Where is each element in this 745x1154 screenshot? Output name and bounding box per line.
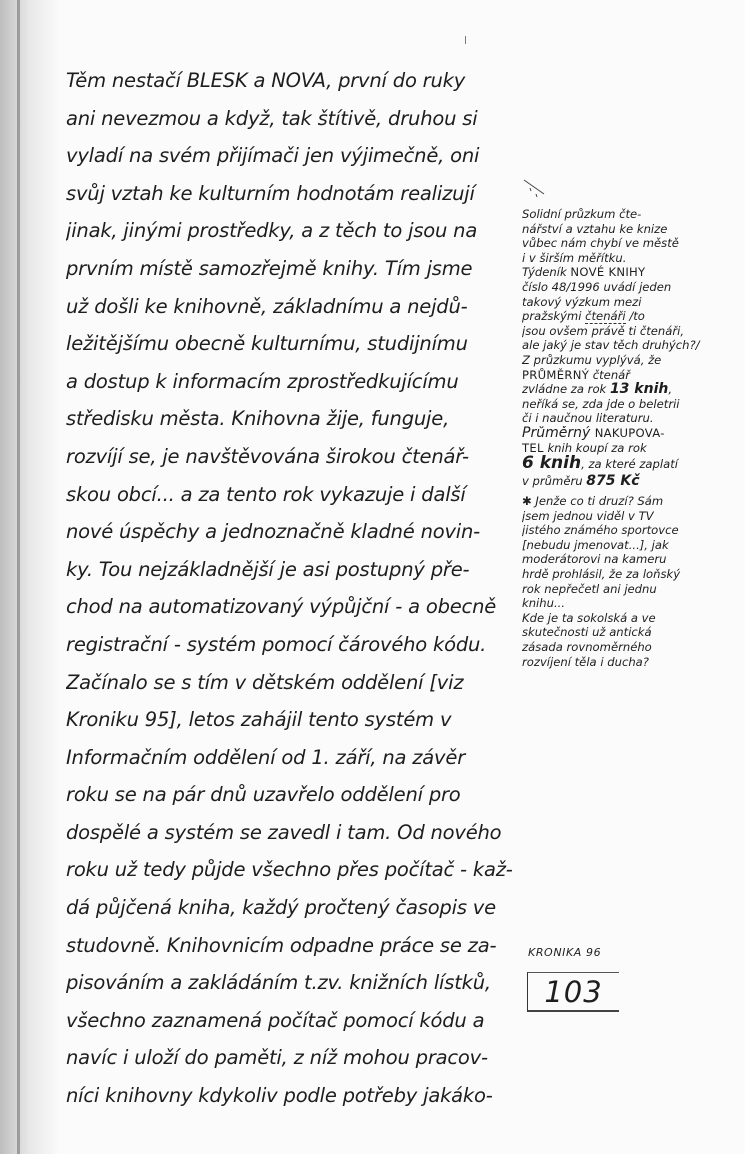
note-line (522, 368, 744, 383)
note-line (522, 265, 744, 280)
text-line: chod na automatizovaný výpůjční - a obecně (66, 595, 497, 619)
emphasis-number: 6 knih (522, 455, 582, 474)
note-line (522, 455, 744, 473)
note-line: skutečnosti už antická (522, 625, 652, 640)
note-line (522, 473, 744, 490)
note-text: zvládne za rok (522, 382, 610, 397)
note-line (522, 309, 744, 324)
text-line: Těm nestačí BLESK a NOVA, první do ruky (66, 69, 466, 92)
book-spine-shadow (0, 0, 60, 1154)
note-text: , (668, 382, 673, 397)
text-line: svůj vztah ke kulturním hodnotám realizují (66, 181, 475, 205)
text-line: pisováním a zakládáním t.zv. knižních lístků, (66, 971, 491, 995)
note-line: či i naučnou literaturu. (522, 411, 654, 426)
text-line: a dostup k informacím zprostředkujícímu (66, 369, 459, 393)
underlined-word: čtenáři (585, 309, 626, 324)
text-line: registrační - systém pomocí čárového kódu. (66, 632, 487, 656)
text-line: navíc i uloží do paměti, z níž mohou pracov- (66, 1046, 488, 1070)
note-line: hrdě prohlásil, že za loňský (522, 567, 681, 582)
binding-line (17, 0, 20, 1154)
note-line: Kde je ta sokolská a ve (522, 610, 656, 625)
text-line: prvním místě samozřejmě knihy. Tím jsme (66, 256, 473, 280)
note-line: ✱ Jenže co ti druzí? Sám (522, 494, 664, 509)
note-text: , za které zaplatí (581, 457, 678, 472)
text-line: ležitějšímu obecně kulturnímu, studijnímu (66, 332, 468, 356)
note-line: rozvíjení těla i ducha? (522, 654, 649, 669)
note-line: i v širším měřítku. (522, 250, 627, 265)
note-line: rok nepřečetl ani jednu (522, 581, 657, 596)
note-line: moderátorovi na kameru (522, 552, 667, 567)
note-line: jsem jednou viděl v TV (522, 508, 654, 523)
note-line: [nebudu jmenovat...], jak (522, 537, 669, 552)
emphasis-caps: NAKUPOVA- (594, 425, 665, 440)
note-text: Týdeník (522, 265, 571, 280)
text-line: Začínalo se s tím v dětském oddělení [viz (66, 670, 464, 694)
emphasis-number: 13 knih (609, 382, 669, 397)
text-line: roku už tedy půjde všechno přes počítač - kaž- (66, 858, 513, 882)
note-text: v průměru (522, 474, 587, 489)
note-line (522, 382, 744, 397)
note-line: takový výzkum mezi (522, 294, 642, 309)
note-line: nářství a vztahu ke knize (522, 221, 668, 236)
margin-scribble-mark (522, 178, 548, 198)
text-line: dá půjčená kniha, každý pročtený časopis ve (66, 896, 496, 920)
text-line: skou obcí... a za tento rok vykazuje i další (66, 482, 466, 506)
text-line: ani nevezmou a když, tak štítivě, druhou si (66, 106, 478, 130)
text-line: jinak, jinými prostředky, a z těch to jsou na (66, 219, 478, 243)
note-line (522, 426, 744, 441)
text-line: vyladí na svém přijímači jen výjimečně, oni (66, 144, 480, 168)
note-text: knih koupí za rok (543, 440, 647, 455)
note-line: Z průzkumu vyplývá, že (522, 352, 662, 367)
text-line: roku se na pár dnů uzavřelo oddělení pro (66, 783, 461, 807)
note-line: ale jaký je stav těch druhých?/ (522, 338, 700, 353)
text-line: Kroniku 95], letos zahájil tento systém v (66, 708, 452, 732)
emphasis-number: 875 Kč (586, 473, 640, 490)
note-line: číslo 48/1996 uvádí jeden (522, 279, 672, 294)
note-line: jistého známého sportovce (522, 523, 679, 538)
text-line: níci knihovny kdykoliv podle potřeby jakáko- (66, 1084, 493, 1108)
magazine-title: NOVÉ KNIHY (570, 265, 646, 280)
note-line: jsou ovšem právě ti čtenáři, (522, 323, 685, 338)
note-text: čtenář (589, 367, 631, 382)
note-text: /to (625, 309, 645, 324)
note-line (522, 441, 744, 456)
main-text-column (66, 62, 516, 1115)
emphasis-caps: TEL (522, 440, 544, 455)
page-number: 103 (544, 975, 603, 1009)
note-line: zásada rovnoměrného (522, 640, 652, 655)
note-line: Solidní průzkum čte- (522, 207, 642, 221)
note-line: neříká se, zda jde o beletrii (522, 396, 680, 411)
text-line: všechno zaznamená počítač pomocí kódu a (66, 1008, 485, 1032)
text-line: ky. Tou nejzákladnější je asi postupný pře- (66, 557, 470, 581)
text-line: studovně. Knihovnicím odpadne práce se za- (66, 933, 497, 957)
emphasis-caps: PRŮMĚRNÝ (522, 367, 590, 382)
text-line: nové úspěchy a jednoznačně kladné novin- (66, 520, 481, 544)
note-text: pražskými (522, 309, 586, 324)
text-line: už došli ke knihovně, základnímu a nejdů- (66, 294, 468, 318)
text-line: rozvíjí se, je navštěvována širokou čtenář- (66, 444, 469, 468)
note-text: Průměrný (522, 425, 595, 441)
page-number-box (527, 972, 619, 1012)
margin-note (522, 207, 744, 669)
text-line: Informačním oddělení od 1. září, na závěr (66, 745, 466, 769)
top-mark (465, 36, 466, 44)
note-line: vůbec nám chybí ve městě (522, 236, 679, 251)
text-line: dospělé a systém se zavedl i tam. Od nového (66, 820, 502, 844)
note-line: knihu... (522, 596, 566, 611)
chronicle-label: KRONIKA 96 (528, 946, 602, 959)
text-line: středisku města. Knihovna žije, funguje, (66, 407, 450, 431)
